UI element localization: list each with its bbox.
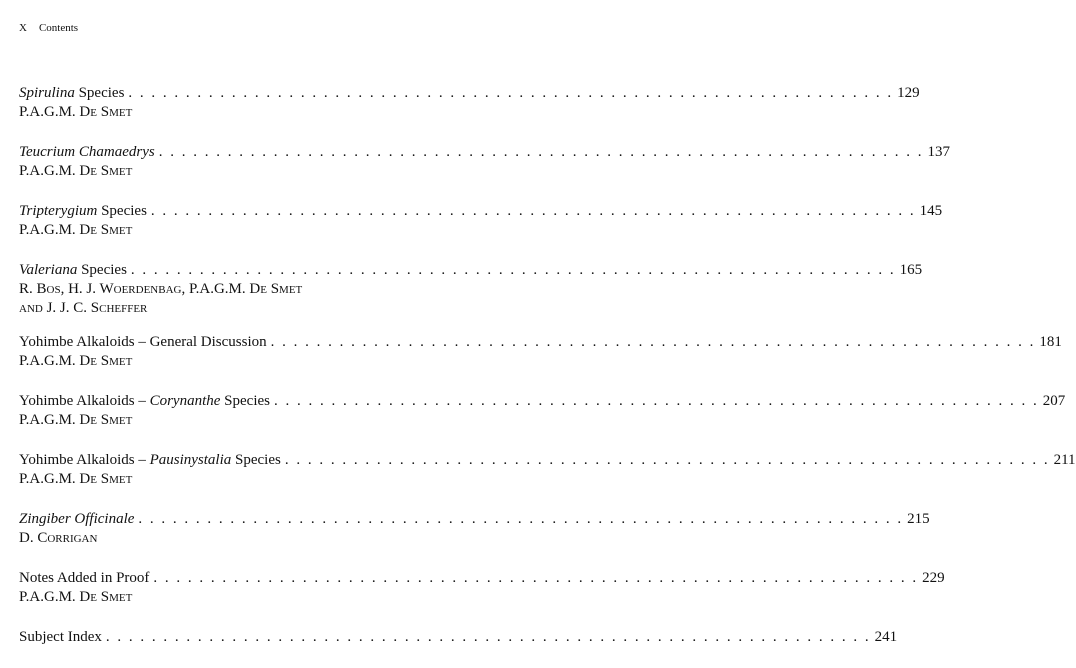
toc-entry-author: P.A.G.M. De Smet: [19, 471, 133, 487]
toc-entry-author: and J. J. C. Scheffer: [19, 300, 148, 316]
toc-entry-title: [19, 333, 267, 352]
toc-entry-author: P.A.G.M. De Smet: [19, 353, 133, 369]
toc-entry: [19, 333, 1062, 371]
toc-entry-line: [19, 628, 898, 647]
toc-entry-title-part: Species: [220, 393, 270, 409]
toc-entry: [19, 451, 1076, 489]
running-head: [19, 22, 78, 34]
toc-entry-line: [19, 261, 923, 280]
toc-entry: [19, 569, 945, 607]
toc-entry-title-part: Teucrium Chamaedrys: [19, 144, 155, 160]
toc-entry-title-part: Spirulina: [19, 85, 75, 101]
toc-entry-title: [19, 569, 149, 588]
table-of-contents: [19, 84, 1076, 668]
dot-leader: . . . . . . . . . . . . . . . . . . . . . . . . . . . . . . . . . . . . . . . . . . . . . . . . . . . . . . . . . . . . . . . . . . .: [128, 85, 894, 101]
dot-leader: . . . . . . . . . . . . . . . . . . . . . . . . . . . . . . . . . . . . . . . . . . . . . . . . . . . . . . . . . . . . . . . . . . .: [158, 144, 924, 160]
dot-leader: . . . . . . . . . . . . . . . . . . . . . . . . . . . . . . . . . . . . . . . . . . . . . . . . . . . . . . . . . . . . . . . . . . .: [138, 511, 904, 527]
toc-entry-line: [19, 451, 1076, 470]
toc-entry-line: [19, 202, 943, 221]
toc-entry-page-number: 145: [919, 203, 943, 219]
toc-entry-title: [19, 510, 134, 529]
toc-entry-line: [19, 569, 945, 588]
toc-entry-author: R. Bos, H. J. Woerdenbag, P.A.G.M. De Smet: [19, 281, 303, 297]
toc-entry: [19, 392, 1066, 430]
toc-entry-author: P.A.G.M. De Smet: [19, 222, 133, 238]
toc-entry-title-part: Species: [97, 203, 147, 219]
toc-entry-page-number: 215: [907, 511, 930, 527]
section-title: Contents: [38, 22, 79, 34]
toc-entry-title: [19, 143, 155, 162]
toc-entry-line: [19, 510, 930, 529]
toc-entry-page-number: 241: [874, 629, 898, 645]
toc-entry-author: P.A.G.M. De Smet: [19, 589, 133, 605]
toc-entry-title-part: Yohimbe Alkaloids –: [19, 452, 150, 468]
toc-entry-line: [19, 84, 920, 103]
toc-entry-page-number: 137: [927, 144, 950, 160]
toc-entry-title-part: Species: [77, 262, 127, 278]
dot-leader: . . . . . . . . . . . . . . . . . . . . . . . . . . . . . . . . . . . . . . . . . . . . . . . . . . . . . . . . . . . . . . . . . . .: [284, 452, 1050, 468]
toc-entry-title: [19, 202, 147, 221]
toc-entry-page-number: 181: [1039, 334, 1062, 350]
toc-entry-line: [19, 143, 950, 162]
dot-leader: . . . . . . . . . . . . . . . . . . . . . . . . . . . . . . . . . . . . . . . . . . . . . . . . . . . . . . . . . . . . . . . . . . .: [130, 262, 896, 278]
toc-entry-line: [19, 333, 1062, 352]
toc-entry: [19, 261, 923, 318]
toc-entry-title-part: Subject Index: [19, 629, 102, 645]
dot-leader: . . . . . . . . . . . . . . . . . . . . . . . . . . . . . . . . . . . . . . . . . . . . . . . . . . . . . . . . . . . . . . . . . . .: [273, 393, 1039, 409]
toc-entry: [19, 84, 920, 122]
toc-entry-title-part: Valeriana: [19, 262, 78, 278]
toc-entry-line: [19, 392, 1066, 411]
toc-entry-page-number: 207: [1042, 393, 1066, 409]
dot-leader: . . . . . . . . . . . . . . . . . . . . . . . . . . . . . . . . . . . . . . . . . . . . . . . . . . . . . . . . . . . . . . . . . . .: [105, 629, 871, 645]
toc-entry: [19, 202, 943, 240]
toc-entry-title-part: Tripterygium: [19, 203, 98, 219]
toc-entry-page-number: 211: [1053, 452, 1076, 468]
dot-leader: . . . . . . . . . . . . . . . . . . . . . . . . . . . . . . . . . . . . . . . . . . . . . . . . . . . . . . . . . . . . . . . . . . .: [270, 334, 1036, 350]
toc-entry-page-number: 129: [897, 85, 920, 101]
toc-entry-page-number: 165: [899, 262, 923, 278]
toc-entry-author: D. Corrigan: [19, 530, 98, 546]
toc-entry-title: [19, 261, 127, 280]
dot-leader: . . . . . . . . . . . . . . . . . . . . . . . . . . . . . . . . . . . . . . . . . . . . . . . . . . . . . . . . . . . . . . . . . . .: [150, 203, 916, 219]
toc-entry-title: [19, 628, 102, 647]
toc-entry-title: [19, 392, 270, 411]
dot-leader: . . . . . . . . . . . . . . . . . . . . . . . . . . . . . . . . . . . . . . . . . . . . . . . . . . . . . . . . . . . . . . . . . . .: [153, 570, 919, 586]
folio: X: [19, 22, 27, 34]
toc-entry-title-part: Zingiber Officinale: [19, 511, 135, 527]
toc-entry-title-part: Notes Added in Proof: [19, 570, 150, 586]
toc-entry-author: P.A.G.M. De Smet: [19, 163, 133, 179]
toc-entry-author: P.A.G.M. De Smet: [19, 104, 133, 120]
toc-entry-title: [19, 451, 281, 470]
toc-entry-title-part: Species: [231, 452, 281, 468]
toc-entry: [19, 628, 898, 647]
toc-entry-page-number: 229: [922, 570, 945, 586]
toc-entry-author: P.A.G.M. De Smet: [19, 412, 133, 428]
toc-entry-title-part: Yohimbe Alkaloids – General Discussion: [19, 334, 267, 350]
toc-entry: [19, 510, 930, 548]
toc-entry: [19, 143, 950, 181]
toc-entry-title-part: Yohimbe Alkaloids –: [19, 393, 150, 409]
toc-entry-title-part: Corynanthe: [149, 393, 221, 409]
toc-entry-title-part: Pausinystalia: [149, 452, 232, 468]
toc-entry-title: [19, 84, 124, 103]
toc-entry-title-part: Species: [74, 85, 125, 101]
